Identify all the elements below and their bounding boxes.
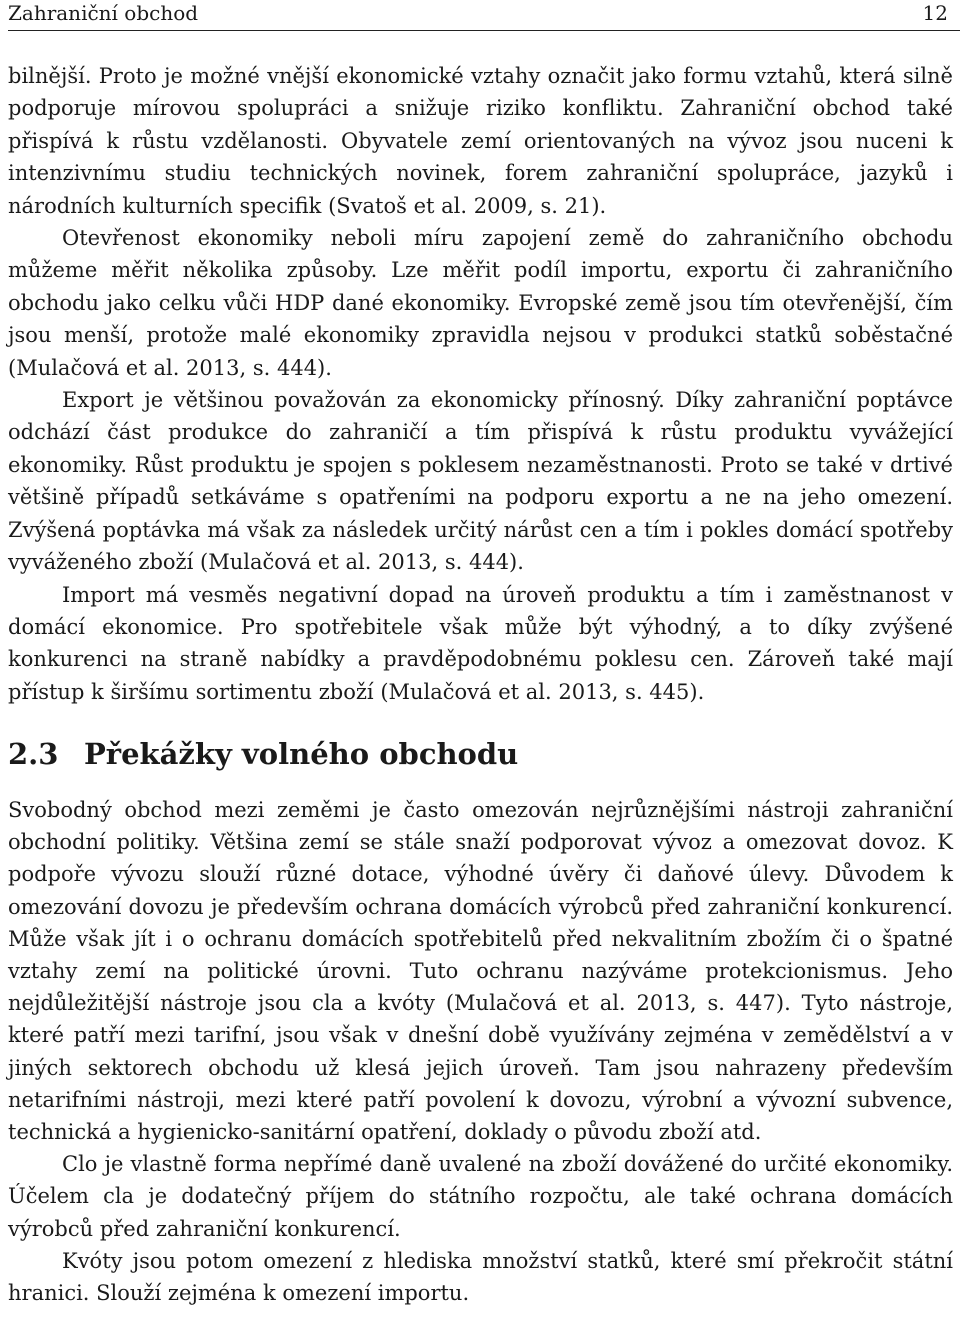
paragraph: Import má vesměs negativní dopad na úroveň produktu a tím i zaměstnanost v domácí ekonomice. Pro spotřebitele však může být výhodný, a to díky zvýšené konkurenci na straně nabídky a pravděpodobnému poklesu cen. Zároveň také mají přístup k širšímu sortimentu zboží (Mulačová et al. 2013, s. 445). xyxy=(8,582,953,704)
body-text xyxy=(8,60,953,708)
paragraph: Otevřenost ekonomiky neboli míru zapojení země do zahraničního obchodu můžeme měřit několika způsoby. Lze měřit podíl importu, exportu či zahraničního obchodu jako celku vůči HDP dané ekonomiky. Evropské země jsou tím otevřenější, čím jsou menší, protože malé ekonomiky zpravidla nejsou v produkci statků soběstačné (Mulačová et al. 2013, s. 444). xyxy=(8,226,953,380)
header-title: Zahraniční obchod xyxy=(8,1,199,25)
section-title: Překážky volného obchodu xyxy=(84,737,519,771)
paragraph: Export je většinou považován za ekonomicky přínosný. Díky zahraniční poptávce odchází část produkce do zahraničí a tím přispívá k růstu produktu vyvážející ekonomiky. Růst produktu je spojen s poklesem nezaměstnanosti. Proto se také v drtivé většině případů setkáváme s opatřeními na podporu exportu a ne na jeho omezení. Zvýšená poptávka má však za následek určitý nárůst cen a tím i pokles domácí spotřeby vyváženého zboží (Mulačová et al. 2013, s. 444). xyxy=(8,388,953,575)
paragraph: Clo je vlastně forma nepřímé daně uvalené na zboží dovážené do určité ekonomiky. Účelem cla je dodatečný příjem do státního rozpočtu, ale také ochrana domácích výrobců před zahraniční konkurencí. xyxy=(8,1152,953,1241)
section-number: 2.3 xyxy=(8,737,59,771)
section-heading xyxy=(8,734,953,774)
paragraph: Svobodný obchod mezi zeměmi je často omezován nejrůznějšími nástroji zahraniční obchodní politiky. Většina zemí se stále snaží podporovat vývoz a omezovat dovoz. K podpoře vývozu slouží různé dotace, výhodné úvěry či daňové úlevy. Důvodem k omezování dovozu je především ochrana domácích výrobců před zahraniční konkurencí. Může však jít i o ochranu domácích spotřebitelů před nekvalitním zbožím či o špatné vztahy zemí na politické úrovni. Tuto ochranu nazýváme protekcionismus. Jeho nejdůležitější nástroje jsou cla a kvóty (Mulačová et al. 2013, s. 447). Tyto nástroje, které patří mezi tarifní, jsou však v dnešní době využívány zejména v zemědělství a v jiných sektorech obchodu už klesá jejich úroveň. Tam jsou nahrazeny především netarifními nástroji, mezi které patří povolení k dovozu, výrobní a vývozní subvence, technická a hygienicko-sanitární opatření, doklady o původu zboží atd. xyxy=(8,798,953,1145)
paragraph: Kvóty jsou potom omezení z hlediska množství statků, které smí překročit státní hranici. Slouží zejména k omezení importu. xyxy=(8,1248,953,1306)
running-header xyxy=(8,0,960,31)
paragraph: bilnější. Proto je možné vnější ekonomické vztahy označit jako formu vztahů, která silně podporuje mírovou spolupráci a snižuje riziko konfliktu. Zahraniční obchod také přispívá k růstu vzdělanosti. Obyvatele zemí orientovaných na vývoz jsou nuceni k intenzivnímu studiu technických novinek, forem zahraniční spolupráce, jazyků i národních kulturních specifik (Svatoš et al. 2009, s. 21). xyxy=(8,64,953,218)
page-number: 12 xyxy=(922,1,948,25)
section-body-text xyxy=(8,794,953,1309)
